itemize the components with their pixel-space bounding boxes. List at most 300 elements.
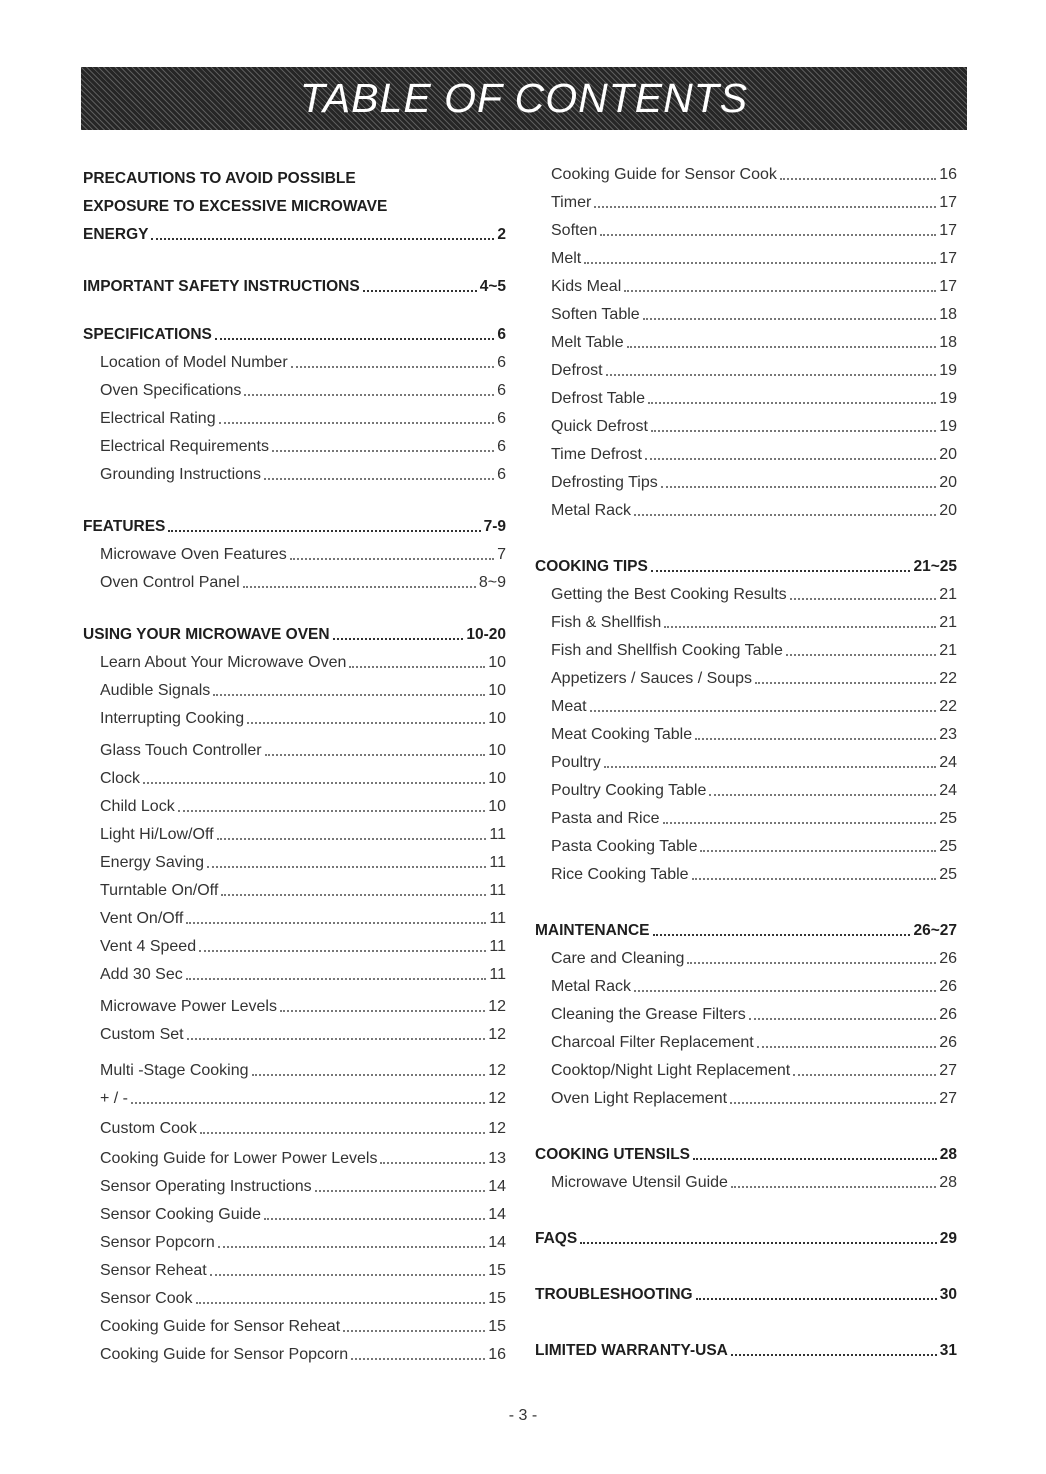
dot-leader: [663, 822, 937, 824]
toc-entry-page: 12: [488, 998, 506, 1015]
toc-entry-vent-4-speed: [100, 937, 506, 957]
toc-entry-label: Light Hi/Low/Off: [100, 826, 214, 843]
toc-entry-label: TROUBLESHOOTING: [535, 1286, 693, 1303]
toc-entry-label: Soften Table: [551, 306, 640, 323]
toc-entry-label: Metal Rack: [551, 978, 632, 995]
dot-leader: [363, 290, 477, 292]
toc-entry-energy: [83, 225, 506, 245]
toc-entry-custom-cook: [100, 1119, 506, 1139]
dot-leader: [290, 558, 494, 560]
toc-entry-label: Learn About Your Microwave Oven: [100, 654, 347, 671]
dot-leader: [731, 1354, 937, 1356]
toc-entry-cooking-tips: [535, 557, 957, 577]
toc-entry-label: Child Lock: [100, 798, 175, 815]
toc-entry-cooking-guide-for-sensor-cook: [551, 165, 957, 185]
toc-entry-page: 11: [489, 826, 506, 843]
toc-entry-page: 24: [939, 754, 957, 771]
toc-entry-vent-on-off: [100, 909, 506, 929]
toc-entry-page: 10: [488, 654, 506, 671]
dot-leader: [600, 234, 936, 236]
toc-entry-label: Vent 4 Speed: [100, 938, 197, 955]
toc-entry-page: 21: [939, 586, 957, 603]
toc-entry-electrical-requirements: [100, 437, 506, 457]
toc-entry-label: Soften: [551, 222, 598, 239]
toc-entry-defrost-table: [551, 389, 957, 409]
toc-entry-label: Energy Saving: [100, 854, 205, 871]
toc-entry-sensor-cooking-guide: [100, 1205, 506, 1225]
dot-leader: [243, 586, 476, 588]
dot-leader: [692, 878, 937, 880]
toc-entry-label: Oven Specifications: [100, 382, 242, 399]
toc-entry-important-safety-instructions: [83, 277, 506, 297]
toc-entry-rice-cooking-table: [551, 865, 957, 885]
toc-entry-page: 21: [939, 614, 957, 631]
dot-leader: [380, 1162, 485, 1164]
toc-entry-location-of-model-number: [100, 353, 506, 373]
toc-entry-label: Defrost: [551, 362, 603, 379]
toc-entry-turntable-on-off: [100, 881, 506, 901]
dot-leader: [709, 794, 936, 796]
toc-entry-multi-stage-cooking: [100, 1061, 506, 1081]
toc-entry-page: 14: [488, 1206, 506, 1223]
toc-entry-page: 26: [939, 1034, 957, 1051]
dot-leader: [584, 262, 936, 264]
dot-leader: [624, 290, 936, 292]
dot-leader: [757, 1046, 936, 1048]
precautions-heading-line-2: EXPOSURE TO EXCESSIVE MICROWAVE: [83, 198, 388, 215]
toc-entry-page: 27: [939, 1090, 957, 1107]
toc-entry-label: Charcoal Filter Replacement: [551, 1034, 754, 1051]
toc-entry-page: 14: [488, 1178, 506, 1195]
toc-entry-defrosting-tips: [551, 473, 957, 493]
toc-entry-label: Electrical Requirements: [100, 438, 269, 455]
dot-leader: [333, 638, 464, 640]
toc-entry-poultry-cooking-table: [551, 781, 957, 801]
toc-entry-label: Microwave Utensil Guide: [551, 1174, 728, 1191]
toc-entry-page: 28: [939, 1174, 957, 1191]
toc-entry-cooking-guide-for-sensor-reheat: [100, 1317, 506, 1337]
toc-entry-microwave-oven-features: [100, 545, 506, 565]
toc-entry-page: 20: [939, 502, 957, 519]
toc-entry-page: 15: [488, 1290, 506, 1307]
toc-entry-child-lock: [100, 797, 506, 817]
toc-entry-timer: [551, 193, 957, 213]
toc-entry-label: Meat Cooking Table: [551, 726, 693, 743]
toc-entry-label: Microwave Power Levels: [100, 998, 277, 1015]
toc-entry-page: 15: [488, 1262, 506, 1279]
toc-entry-page: 20: [939, 446, 957, 463]
toc-entry-custom-set: [100, 1025, 506, 1045]
toc-entry-label: SPECIFICATIONS: [83, 326, 212, 343]
toc-entry-page: 6: [497, 466, 506, 483]
toc-entry-label: Poultry Cooking Table: [551, 782, 707, 799]
toc-entry-audible-signals: [100, 681, 506, 701]
toc-entry-faqs: [535, 1229, 957, 1249]
dot-leader: [695, 738, 936, 740]
toc-entry-page: 12: [488, 1062, 506, 1079]
toc-entry-page: 11: [489, 966, 506, 983]
toc-entry-label: Fish and Shellfish Cooking Table: [551, 642, 783, 659]
toc-entry-fish-and-shellfish-cooking-table: [551, 641, 957, 661]
toc-entry-metal-rack: [551, 501, 957, 521]
toc-entry-page: 19: [939, 390, 957, 407]
dot-leader: [207, 866, 486, 868]
precautions-heading-line-1: PRECAUTIONS TO AVOID POSSIBLE: [83, 170, 356, 187]
dot-leader: [786, 654, 936, 656]
dot-leader: [219, 422, 494, 424]
toc-entry-page: 17: [939, 194, 957, 211]
toc-entry-label: Cooktop/Night Light Replacement: [551, 1062, 791, 1079]
toc-entry-light-hi-low-off: [100, 825, 506, 845]
dot-leader: [244, 394, 494, 396]
dot-leader: [645, 458, 936, 460]
toc-entry-page: 18: [939, 306, 957, 323]
title-banner: [81, 67, 967, 130]
toc-entry-label: Microwave Oven Features: [100, 546, 287, 563]
dot-leader: [731, 1186, 936, 1188]
toc-entry-metal-rack: [551, 977, 957, 997]
toc-entry-oven-control-panel: [100, 573, 506, 593]
toc-entry-label: Cooking Guide for Sensor Cook: [551, 166, 777, 183]
toc-entry-quick-defrost: [551, 417, 957, 437]
toc-entry-page: 7-9: [483, 518, 506, 535]
toc-entry-label: Location of Model Number: [100, 354, 288, 371]
dot-leader: [186, 922, 486, 924]
dot-leader: [634, 990, 936, 992]
toc-entry-electrical-rating: [100, 409, 506, 429]
toc-entry-page: 19: [939, 418, 957, 435]
toc-entry-page: 31: [939, 1342, 957, 1359]
toc-entry-grounding-instructions: [100, 465, 506, 485]
toc-entry-clock: [100, 769, 506, 789]
toc-entry-time-defrost: [551, 445, 957, 465]
toc-entry-page: 25: [939, 838, 957, 855]
dot-leader: [178, 810, 486, 812]
dot-leader: [315, 1190, 486, 1192]
toc-entry-meat: [551, 697, 957, 717]
toc-entry-page: 11: [489, 854, 506, 871]
dot-leader: [131, 1102, 485, 1104]
toc-entry-page: 10: [488, 742, 506, 759]
dot-leader: [793, 1074, 936, 1076]
toc-entry-meat-cooking-table: [551, 725, 957, 745]
toc-entry-page: 21: [939, 642, 957, 659]
toc-entry-page: 17: [939, 278, 957, 295]
toc-entry-label: Custom Set: [100, 1026, 184, 1043]
dot-leader: [790, 598, 937, 600]
toc-entry-page: 11: [489, 882, 506, 899]
dot-leader: [643, 318, 937, 320]
dot-leader: [651, 430, 936, 432]
toc-entry-label: Electrical Rating: [100, 410, 216, 427]
toc-entry-label: Time Defrost: [551, 446, 642, 463]
toc-entry-label: Melt: [551, 250, 582, 267]
dot-leader: [755, 682, 936, 684]
toc-entry-interrupting-cooking: [100, 709, 506, 729]
dot-leader: [215, 338, 494, 340]
toc-entry-page: 18: [939, 334, 957, 351]
dot-leader: [696, 1298, 937, 1300]
dot-leader: [264, 478, 494, 480]
toc-entry-appetizers-sauces-soups: [551, 669, 957, 689]
toc-entry-page: 2: [497, 226, 506, 243]
dot-leader: [272, 450, 494, 452]
toc-entry-label: Glass Touch Controller: [100, 742, 262, 759]
dot-leader: [349, 666, 485, 668]
toc-entry-page: 15: [488, 1318, 506, 1335]
toc-entry-label: Oven Control Panel: [100, 574, 240, 591]
dot-leader: [186, 978, 487, 980]
dot-leader: [199, 950, 486, 952]
toc-entry-page: 7: [497, 546, 506, 563]
toc-entry-soften: [551, 221, 957, 241]
dot-leader: [730, 1102, 936, 1104]
toc-entry-page: 14: [488, 1234, 506, 1251]
dot-leader: [627, 346, 937, 348]
toc-entry-page: 19: [939, 362, 957, 379]
toc-entry-pasta-and-rice: [551, 809, 957, 829]
toc-entry-troubleshooting: [535, 1285, 957, 1305]
toc-entry-cooking-guide-for-lower-power-levels: [100, 1149, 506, 1169]
dot-leader: [651, 570, 911, 572]
dot-leader: [653, 934, 911, 936]
dot-leader: [247, 722, 485, 724]
toc-entry-page: 12: [488, 1026, 506, 1043]
toc-entry-label: COOKING TIPS: [535, 558, 648, 575]
toc-entry-page: 10-20: [466, 626, 506, 643]
toc-entry-page: 4~5: [479, 278, 506, 295]
toc-entry-page: 26~27: [913, 922, 957, 939]
toc-entry-label: Cooking Guide for Lower Power Levels: [100, 1150, 378, 1167]
toc-entry-oven-specifications: [100, 381, 506, 401]
dot-leader: [693, 1158, 937, 1160]
dot-leader: [252, 1074, 486, 1076]
toc-entry-label: Sensor Cooking Guide: [100, 1206, 261, 1223]
dot-leader: [590, 710, 937, 712]
toc-entry-label: Vent On/Off: [100, 910, 184, 927]
dot-leader: [187, 1038, 486, 1040]
toc-entry-label: + / -: [100, 1090, 129, 1107]
toc-entry-maintenance: [535, 921, 957, 941]
toc-entry-cooking-guide-for-sensor-popcorn: [100, 1345, 506, 1365]
dot-leader: [606, 374, 937, 376]
toc-entry-page: 10: [488, 682, 506, 699]
toc-entry-page: 25: [939, 866, 957, 883]
toc-entry-label: Turntable On/Off: [100, 882, 219, 899]
toc-entry-kids-meal: [551, 277, 957, 297]
toc-entry-label: Custom Cook: [100, 1120, 197, 1137]
dot-leader: [151, 238, 494, 240]
toc-entry-label: Defrost Table: [551, 390, 645, 407]
toc-entry-energy-saving: [100, 853, 506, 873]
page-title: TABLE OF CONTENTS: [299, 75, 749, 121]
dot-leader: [264, 1218, 485, 1220]
toc-entry-page: 6: [497, 326, 506, 343]
toc-entry-getting-the-best-cooking-results: [551, 585, 957, 605]
toc-entry-label: FEATURES: [83, 518, 166, 535]
toc-entry-page: 6: [497, 438, 506, 455]
toc-entry-page: 10: [488, 798, 506, 815]
toc-entry-glass-touch-controller: [100, 741, 506, 761]
toc-entry-page: 20: [939, 474, 957, 491]
toc-entry-melt: [551, 249, 957, 269]
toc-entry-page: 12: [488, 1120, 506, 1137]
dot-leader: [213, 694, 485, 696]
toc-entry-sensor-popcorn: [100, 1233, 506, 1253]
dot-leader: [664, 626, 936, 628]
toc-entry-sensor-cook: [100, 1289, 506, 1309]
toc-entry-label: Cooking Guide for Sensor Reheat: [100, 1318, 341, 1335]
toc-entry-label: Melt Table: [551, 334, 624, 351]
toc-entry-page: 25: [939, 810, 957, 827]
toc-entry-page: 23: [939, 726, 957, 743]
toc-entry-page: 8~9: [478, 574, 506, 591]
toc-entry-care-and-cleaning: [551, 949, 957, 969]
dot-leader: [700, 850, 936, 852]
toc-entry-page: 12: [488, 1090, 506, 1107]
page-number: - 3 -: [508, 1407, 538, 1424]
dot-leader: [661, 486, 936, 488]
dot-leader: [217, 838, 487, 840]
toc-entry-features: [83, 517, 506, 537]
toc-entry-soften-table: [551, 305, 957, 325]
dot-leader: [265, 754, 486, 756]
dot-leader: [221, 894, 486, 896]
toc-entry-label: Meat: [551, 698, 587, 715]
dot-leader: [594, 206, 936, 208]
toc-entry-oven-light-replacement: [551, 1089, 957, 1109]
toc-entry-using-your-microwave-oven: [83, 625, 506, 645]
dot-leader: [280, 1010, 485, 1012]
toc-entry-page: 24: [939, 782, 957, 799]
toc-entry-label: Audible Signals: [100, 682, 211, 699]
toc-entry-label: Sensor Popcorn: [100, 1234, 215, 1251]
toc-entry-page: 16: [939, 166, 957, 183]
toc-entry-label: FAQS: [535, 1230, 578, 1247]
toc-entry-label: Appetizers / Sauces / Soups: [551, 670, 752, 687]
toc-entry-limited-warranty-usa: [535, 1341, 957, 1361]
toc-entry-page: 26: [939, 950, 957, 967]
toc-entry-label: Cooking Guide for Sensor Popcorn: [100, 1346, 349, 1363]
toc-entry-label: Getting the Best Cooking Results: [551, 586, 787, 603]
toc-entry-page: 29: [939, 1230, 957, 1247]
toc-entry-label: Grounding Instructions: [100, 466, 261, 483]
toc-entry-add-30-sec: [100, 965, 506, 985]
toc-entry-label: Rice Cooking Table: [551, 866, 689, 883]
toc-entry-label: Clock: [100, 770, 141, 787]
toc-entry-label: Fish & Shellfish: [551, 614, 662, 631]
toc-entry-label: Add 30 Sec: [100, 966, 183, 983]
toc-entry-label: Pasta and Rice: [551, 810, 660, 827]
toc-entry-page: 26: [939, 978, 957, 995]
toc-entry-plus-minus: [100, 1089, 506, 1109]
toc-entry-page: 11: [489, 910, 506, 927]
dot-leader: [351, 1358, 485, 1360]
toc-entry-microwave-power-levels: [100, 997, 506, 1017]
dot-leader: [200, 1132, 485, 1134]
toc-entry-label: Sensor Cook: [100, 1290, 193, 1307]
toc-entry-page: 13: [488, 1150, 506, 1167]
toc-entry-page: 30: [939, 1286, 957, 1303]
toc-entry-label: Metal Rack: [551, 502, 632, 519]
toc-entry-label: USING YOUR MICROWAVE OVEN: [83, 626, 330, 643]
toc-entry-label: Quick Defrost: [551, 418, 648, 435]
toc-entry-melt-table: [551, 333, 957, 353]
toc-entry-label: Kids Meal: [551, 278, 622, 295]
dot-leader: [291, 366, 494, 368]
toc-entry-label: ENERGY: [83, 226, 149, 243]
toc-entry-cooking-utensils: [535, 1145, 957, 1165]
toc-entry-page: 22: [939, 698, 957, 715]
toc-entry-microwave-utensil-guide: [551, 1173, 957, 1193]
toc-entry-label: Timer: [551, 194, 592, 211]
toc-entry-defrost: [551, 361, 957, 381]
dot-leader: [343, 1330, 485, 1332]
toc-entry-learn-about-your-microwave-oven: [100, 653, 506, 673]
dot-leader: [218, 1246, 485, 1248]
toc-entry-cleaning-the-grease-filters: [551, 1005, 957, 1025]
toc-entry-label: COOKING UTENSILS: [535, 1146, 691, 1163]
toc-entry-page: 6: [497, 410, 506, 427]
toc-entry-page: 11: [489, 938, 506, 955]
toc-entry-poultry: [551, 753, 957, 773]
toc-entry-label: Oven Light Replacement: [551, 1090, 728, 1107]
dot-leader: [634, 514, 936, 516]
toc-entry-specifications: [83, 325, 506, 345]
toc-entry-page: 27: [939, 1062, 957, 1079]
toc-entry-label: Multi -Stage Cooking: [100, 1062, 249, 1079]
toc-entry-fish-shellfish: [551, 613, 957, 633]
dot-leader: [143, 782, 485, 784]
toc-entry-page: 17: [939, 250, 957, 267]
toc-entry-page: 22: [939, 670, 957, 687]
toc-entry-page: 26: [939, 1006, 957, 1023]
dot-leader: [749, 1018, 936, 1020]
toc-entry-label: Interrupting Cooking: [100, 710, 245, 727]
toc-entry-page: 16: [488, 1346, 506, 1363]
toc-entry-cooktop-night-light-replacement: [551, 1061, 957, 1081]
toc-entry-label: MAINTENANCE: [535, 922, 650, 939]
toc-entry-label: LIMITED WARRANTY-USA: [535, 1342, 728, 1359]
toc-entry-page: 10: [488, 770, 506, 787]
toc-entry-sensor-reheat: [100, 1261, 506, 1281]
toc-entry-sensor-operating-instructions: [100, 1177, 506, 1197]
dot-leader: [168, 530, 480, 532]
toc-entry-label: IMPORTANT SAFETY INSTRUCTIONS: [83, 278, 360, 295]
toc-entry-page: 21~25: [913, 558, 957, 575]
toc-entry-label: Care and Cleaning: [551, 950, 685, 967]
dot-leader: [196, 1302, 486, 1304]
toc-entry-pasta-cooking-table: [551, 837, 957, 857]
toc-entry-page: 28: [939, 1146, 957, 1163]
toc-entry-label: Defrosting Tips: [551, 474, 658, 491]
dot-leader: [604, 766, 936, 768]
dot-leader: [210, 1274, 485, 1276]
dot-leader: [780, 178, 936, 180]
toc-entry-label: Cleaning the Grease Filters: [551, 1006, 746, 1023]
toc-entry-label: Sensor Reheat: [100, 1262, 207, 1279]
dot-leader: [648, 402, 936, 404]
dot-leader: [687, 962, 936, 964]
toc-entry-label: Poultry: [551, 754, 601, 771]
toc-entry-page: 6: [497, 354, 506, 371]
toc-entry-charcoal-filter-replacement: [551, 1033, 957, 1053]
dot-leader: [580, 1242, 937, 1244]
toc-entry-page: 10: [488, 710, 506, 727]
toc-entry-page: 17: [939, 222, 957, 239]
toc-entry-label: Pasta Cooking Table: [551, 838, 698, 855]
toc-entry-page: 6: [497, 382, 506, 399]
